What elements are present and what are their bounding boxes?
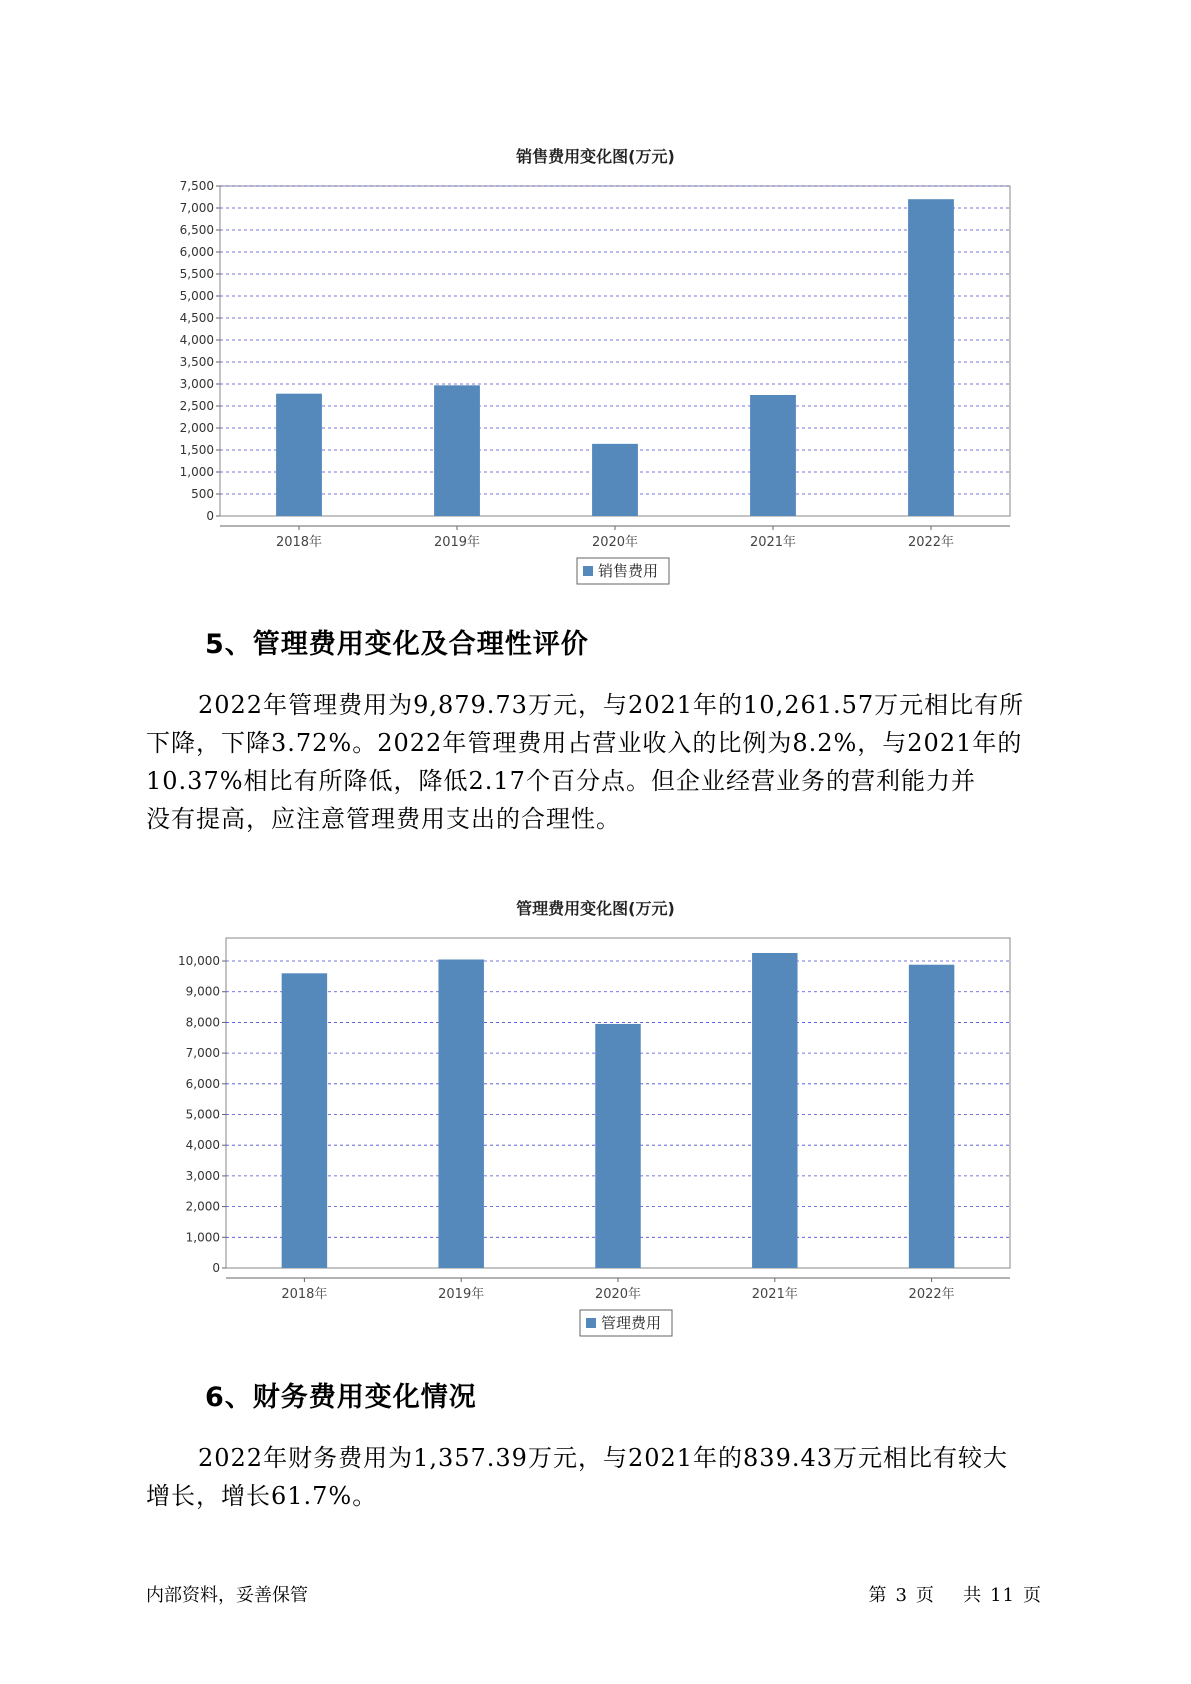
y-tick-label: 1,500 bbox=[179, 443, 214, 457]
x-tick-label: 2022年 bbox=[907, 535, 955, 550]
y-tick-label: 6,000 bbox=[179, 245, 214, 259]
y-tick-label: 2,000 bbox=[185, 1199, 220, 1214]
total-unit: 页 bbox=[1023, 1585, 1042, 1606]
section-6-heading: 6、财务费用变化情况 bbox=[205, 1382, 477, 1413]
legend-swatch bbox=[583, 566, 593, 576]
y-tick-label: 2,500 bbox=[179, 399, 214, 413]
legend-label: 管理费用 bbox=[601, 1314, 662, 1332]
total-prefix: 共 bbox=[963, 1585, 983, 1606]
x-tick-label: 2020年 bbox=[591, 535, 639, 550]
admin-expense-chart bbox=[0, 925, 1191, 1345]
paragraph-line: 2022年管理费用为9,879.73万元，与2021年的10,261.57万元相比有所 bbox=[198, 691, 1025, 719]
bar bbox=[752, 953, 797, 1268]
bar bbox=[282, 973, 327, 1268]
paragraph-line: 增长，增长61.7%。 bbox=[146, 1482, 378, 1510]
y-tick-label: 9,000 bbox=[185, 984, 220, 999]
paragraph-line: 没有提高，应注意管理费用支出的合理性。 bbox=[146, 805, 621, 833]
x-tick-label: 2018年 bbox=[275, 535, 323, 550]
paragraph-line: 2022年财务费用为1,357.39万元，与2021年的839.43万元相比有较大 bbox=[198, 1444, 1009, 1472]
sales-chart-title: 销售费用变化图(万元) bbox=[516, 147, 675, 166]
section-6-paragraph bbox=[146, 1439, 1046, 1515]
y-tick-label: 0 bbox=[206, 509, 214, 523]
bar bbox=[595, 1024, 640, 1268]
section-5-paragraph bbox=[146, 686, 1046, 838]
x-tick-label: 2019年 bbox=[433, 535, 481, 550]
y-tick-label: 4,500 bbox=[179, 311, 214, 325]
y-tick-label: 1,000 bbox=[179, 465, 214, 479]
y-tick-label: 6,500 bbox=[179, 223, 214, 237]
y-tick-label: 7,000 bbox=[179, 201, 214, 215]
y-tick-label: 2,000 bbox=[179, 421, 214, 435]
y-tick-label: 7,500 bbox=[179, 179, 214, 193]
admin-chart-title: 管理费用变化图(万元) bbox=[516, 899, 675, 918]
page-number: 3 bbox=[895, 1585, 908, 1606]
y-tick-label: 7,000 bbox=[185, 1046, 220, 1061]
bar bbox=[909, 965, 954, 1268]
footer-page-number bbox=[864, 1581, 1046, 1607]
y-tick-label: 8,000 bbox=[185, 1015, 220, 1030]
y-tick-label: 5,000 bbox=[179, 289, 214, 303]
x-tick-label: 2022年 bbox=[908, 1287, 955, 1302]
x-tick-label: 2020年 bbox=[594, 1287, 642, 1302]
x-tick-label: 2018年 bbox=[281, 1287, 328, 1302]
y-tick-label: 6,000 bbox=[185, 1076, 220, 1091]
y-tick-label: 5,500 bbox=[179, 267, 214, 281]
bar bbox=[434, 385, 480, 516]
page-prefix: 第 bbox=[868, 1585, 888, 1606]
bar bbox=[592, 444, 638, 516]
x-tick-label: 2021年 bbox=[751, 1287, 798, 1302]
footer-confidential-note: 内部资料，妥善保管 bbox=[146, 1585, 308, 1606]
legend-label: 销售费用 bbox=[598, 562, 659, 580]
bar bbox=[908, 199, 954, 516]
x-tick-label: 2019年 bbox=[438, 1287, 485, 1302]
y-tick-label: 0 bbox=[212, 1261, 220, 1275]
bar bbox=[438, 959, 483, 1268]
y-tick-label: 3,500 bbox=[179, 355, 214, 369]
y-tick-label: 10,000 bbox=[178, 954, 220, 969]
paragraph-line: 下降，下降3.72%。2022年管理费用占营业收入的比例为8.2%，与2021年的 bbox=[146, 729, 1023, 757]
sales-expense-chart bbox=[0, 170, 1191, 590]
y-tick-label: 500 bbox=[191, 487, 214, 501]
y-tick-label: 4,000 bbox=[185, 1138, 220, 1153]
x-tick-label: 2021年 bbox=[749, 535, 797, 550]
y-tick-label: 1,000 bbox=[185, 1230, 220, 1245]
paragraph-line: 10.37%相比有所降低，降低2.17个百分点。但企业经营业务的营利能力并 bbox=[146, 767, 976, 795]
y-tick-label: 5,000 bbox=[185, 1107, 220, 1122]
y-tick-label: 3,000 bbox=[179, 377, 214, 391]
total-pages: 11 bbox=[990, 1585, 1015, 1606]
bar bbox=[276, 394, 322, 516]
section-5-heading: 5、管理费用变化及合理性评价 bbox=[205, 629, 589, 660]
legend-swatch bbox=[586, 1318, 596, 1328]
bar bbox=[750, 395, 796, 516]
page-unit: 页 bbox=[915, 1585, 935, 1606]
y-tick-label: 4,000 bbox=[179, 333, 214, 347]
y-tick-label: 3,000 bbox=[185, 1168, 220, 1183]
